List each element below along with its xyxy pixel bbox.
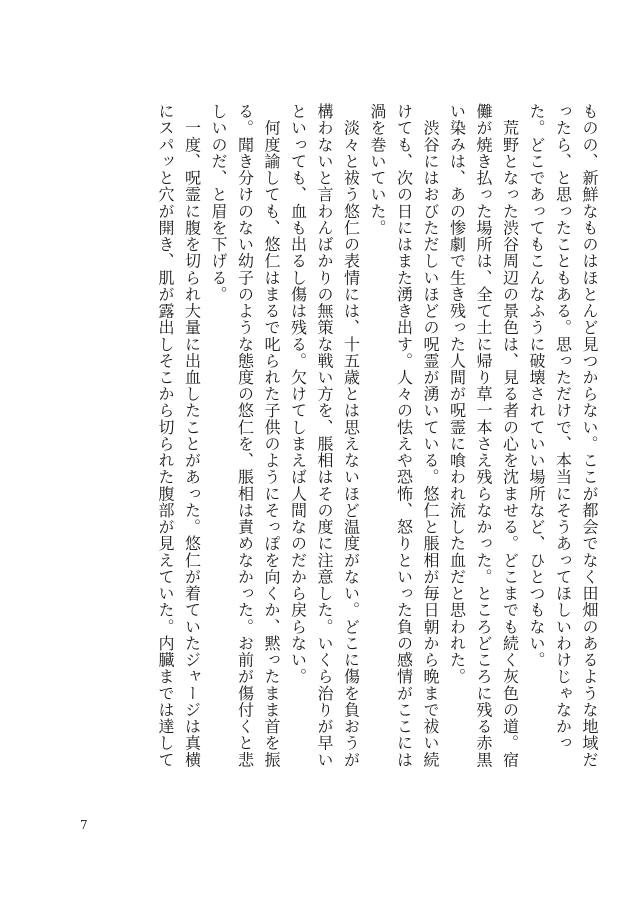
paragraph-3: 渋谷にはおびただしいほどの呪霊が湧いている。悠仁と脹相が毎日朝から晩まで祓い続けても、次の日にはまた湧き出す。人々の怯えや恐怖、怒りといった負の感情がここには渦を巻いていた。 (368, 103, 440, 768)
paragraph-5: 何度諭しても、悠仁はまるで叱られた子供のようにそっぽを向くか、黙ったまま首を振る。聞き分けのない幼子のような態度の悠仁を、脹相は責めなかった。お前が傷付くと悲しいのだ、と眉を下げる。 (209, 103, 281, 768)
paragraph-4: 淡々と祓う悠仁の表情には、十五歳とは思えないほど温度がない。どこに傷を負おうが構わないと言わんばかりの無策な戦い方を、脹相はその度に注意した。いくら治りが早いといっても、血も出るし傷は残る。欠けてしまえば人間なのだから戻らない。 (288, 103, 361, 768)
paragraph-2: 荒野となった渋谷周辺の景色は、見る者の心を沈ませる。どこまでも続く灰色の道。宿儺が焼き払った場所は、全て土に帰り草一本さえ残らなかった。ところどころに残る赤黒い染みは、あの惨劇で生き残った人間が呪霊に喰われ流した血だと思われた。 (447, 103, 520, 768)
page-number: 7 (80, 818, 88, 832)
paragraph-6: 一度、呪霊に腹を切られ大量に出血したことがあった。悠仁が着ていたジャージは真横にスパッと穴が開き、肌が露出しそこから切られた腹部が見えていた。内臓までは達して (156, 103, 202, 768)
vertical-text-block (40, 103, 602, 783)
paragraph-1: ものの、新鮮なものはほとんど見つからない。ここが都会でなく田畑のあるような地域だったら、と思ったこともある。思っただけで、本当にそうあってほしいわけじゃなかった。どこであってもこんなふうに破壊されていい場所など、ひとつもない。 (527, 103, 599, 768)
